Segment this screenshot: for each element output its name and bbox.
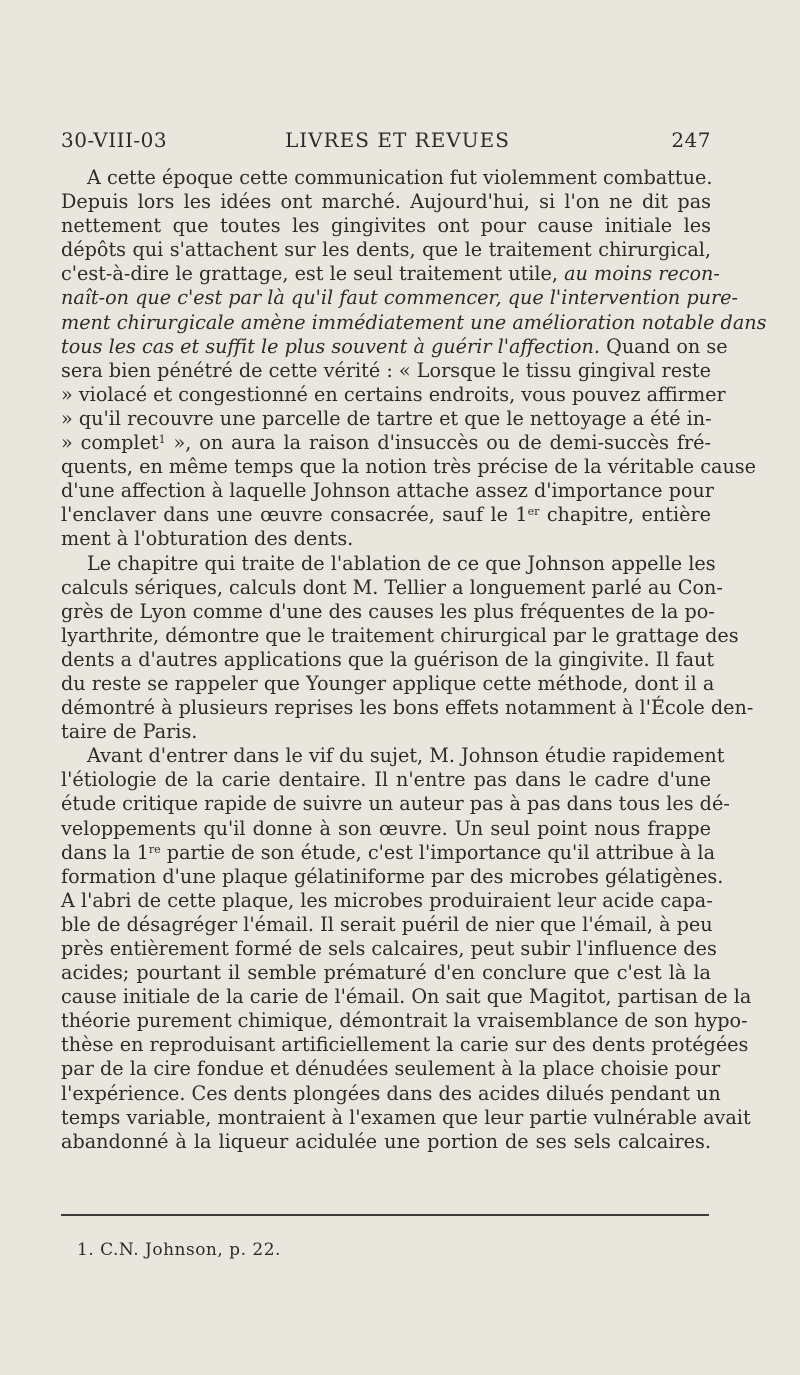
text-span: thèse en reproduisant artificiellement la carie sur des dents protégées <box>61 1033 749 1057</box>
text-line <box>61 503 711 527</box>
text-span: veloppements qu'il donne à son œuvre. Un seul point nous frappe <box>61 816 711 840</box>
text-span: dents a d'autres applications que la guérison de la gingivite. Il faut <box>61 647 715 671</box>
text-span: démontré à plusieurs reprises les bons effets notamment à l'École den- <box>61 696 754 720</box>
text-line <box>61 214 711 238</box>
text-span: calculs sériques, calculs dont M. Tellier a longuement parlé au Con- <box>61 575 723 599</box>
text-line <box>61 407 711 431</box>
page-number: 247 <box>671 128 711 152</box>
text-span: chapitre, entière <box>539 503 711 527</box>
text-span: l'expérience. Ces dents plongées dans des acides dilués pendant un <box>61 1081 721 1105</box>
text-span: lyarthrite, démontre que le traitement chirurgical par le grattage des <box>61 623 739 647</box>
text-line <box>61 937 717 961</box>
text-line <box>61 1105 751 1130</box>
text-span: par de la cire fondue et dénudées seulement à la place choisie pour <box>61 1057 721 1081</box>
header-date: 30-VIII-03 <box>61 128 168 152</box>
text-span: acides; pourtant il semble prématuré d'en conclure que c'est là la <box>61 961 711 985</box>
text-line <box>61 792 730 816</box>
text-span: ment à l'obturation des dents. <box>61 527 354 551</box>
text-line <box>61 166 711 190</box>
footnote: 1. C.N. Johnson, p. 22. <box>77 1240 281 1260</box>
text-span: Quand on se <box>600 334 728 358</box>
footnote-rule <box>61 1214 709 1216</box>
text-span: grès de Lyon comme d'une des causes les plus fréquentes de la po- <box>61 599 715 623</box>
text-line <box>61 768 711 792</box>
text-span: près entièrement formé de sels calcaires, peut subir l'influence des <box>61 937 717 960</box>
running-header <box>61 128 711 158</box>
text-line <box>61 647 715 672</box>
text-span: » violacé et congestionné en certains endroits, vous pouvez affirmer <box>61 382 726 406</box>
text-line <box>61 359 711 383</box>
text-line <box>61 262 720 286</box>
text-span: A cette époque cette communication fut violemment combattue. <box>87 166 713 189</box>
text-line <box>61 575 723 600</box>
text-line <box>61 334 728 359</box>
text-span: Avant d'entrer dans le vif du sujet, M. Johnson étudie rapidement <box>87 744 725 768</box>
text-line <box>61 431 711 455</box>
text-line <box>61 817 711 841</box>
text-line <box>61 623 739 648</box>
text-line <box>61 1057 721 1081</box>
text-span: l'enclaver dans une œuvre consacrée, sauf le 1 <box>61 503 528 527</box>
text-span: quents, en même temps que la notion très précise de la véritable cause <box>61 455 757 479</box>
text-span: er <box>527 505 540 519</box>
header-title: LIVRES ET REVUES <box>285 128 510 152</box>
text-span: ment chirurgicale amène immédiatement une amélioration notable dans <box>61 310 767 334</box>
text-line <box>61 551 716 576</box>
text-line <box>61 864 724 889</box>
text-span: au moins recon- <box>564 262 720 286</box>
text-span: A l'abri de cette plaque, les microbes produiraient leur acide capa- <box>61 888 713 912</box>
text-span: sera bien pénétré de cette vérité : « Lorsque le tissu gingival reste <box>61 358 711 382</box>
text-span: » complet <box>61 431 159 455</box>
text-span: cause initiale de la carie de l'émail. On sait que Magitot, partisan de la <box>61 985 752 1009</box>
text-span: abandonné à la liqueur acidulée une portion de ses sels calcaires. <box>61 1129 711 1153</box>
text-span: théorie purement chimique, démontrait la vraisemblance de son hypo- <box>61 1009 748 1033</box>
text-line <box>61 671 715 696</box>
text-line <box>61 696 754 720</box>
text-line <box>61 599 715 624</box>
text-line <box>61 238 711 262</box>
text-span: dépôts qui s'attachent sur les dents, que le traitement chirurgical, <box>61 238 711 262</box>
text-line <box>61 744 725 768</box>
text-span: Depuis lors les idées ont marché. Aujourd'hui, si l'on ne dit pas <box>61 190 711 214</box>
text-line <box>61 310 767 335</box>
text-line <box>61 527 711 551</box>
text-line <box>61 913 711 937</box>
text-line <box>61 382 726 407</box>
text-span: re <box>148 842 161 856</box>
text-span: naît-on que c'est par là qu'il faut commencer, que l'intervention pure- <box>61 286 738 310</box>
text-span: tous les cas et suffit le plus souvent à guérir l'affection. <box>61 334 600 358</box>
text-span: l'étiologie de la carie dentaire. Il n'entre pas dans le cadre d'une <box>61 768 711 792</box>
body-text <box>61 166 767 1154</box>
text-line <box>61 1130 711 1154</box>
text-line <box>61 1009 748 1033</box>
text-line <box>61 479 714 503</box>
text-line <box>61 1081 721 1106</box>
text-span: 1 <box>158 433 166 447</box>
text-span: dans la 1 <box>61 840 149 864</box>
text-span: ble de désagréger l'émail. Il serait puéril de nier que l'émail, à peu <box>61 912 713 936</box>
text-span: partie de son étude, c'est l'importance qu'il attribue à la <box>160 840 716 864</box>
text-span: temps variable, montraient à l'examen que leur partie vulnérable avait <box>61 1105 751 1129</box>
text-line <box>61 889 711 913</box>
text-line <box>61 985 752 1009</box>
text-span: taire de Paris. <box>61 720 198 744</box>
text-line <box>61 1033 749 1057</box>
text-span: nettement que toutes les gingivites ont pour cause initiale les <box>61 214 711 238</box>
text-span: d'une affection à laquelle Johnson attache assez d'importance pour <box>61 479 714 503</box>
text-span: formation d'une plaque gélatiniforme par des microbes gélatigènes. <box>61 864 724 888</box>
text-span: étude critique rapide de suivre un auteur pas à pas dans tous les dé- <box>61 792 730 816</box>
text-line <box>61 840 716 865</box>
text-line <box>61 190 711 214</box>
text-line <box>61 961 711 985</box>
text-span: Le chapitre qui traite de l'ablation de ce que Johnson appelle les <box>87 551 716 575</box>
text-span: du reste se rappeler que Younger applique cette méthode, dont il a <box>61 671 715 695</box>
text-span: » qu'il recouvre une parcelle de tartre et que le nettoyage a été in- <box>61 406 712 430</box>
text-line <box>61 720 711 744</box>
text-line <box>61 455 757 479</box>
text-span: c'est-à-dire le grattage, est le seul traitement utile, <box>61 262 565 286</box>
text-line <box>61 286 738 310</box>
text-span: », on aura la raison d'insuccès ou de demi-succès fré- <box>165 431 711 455</box>
